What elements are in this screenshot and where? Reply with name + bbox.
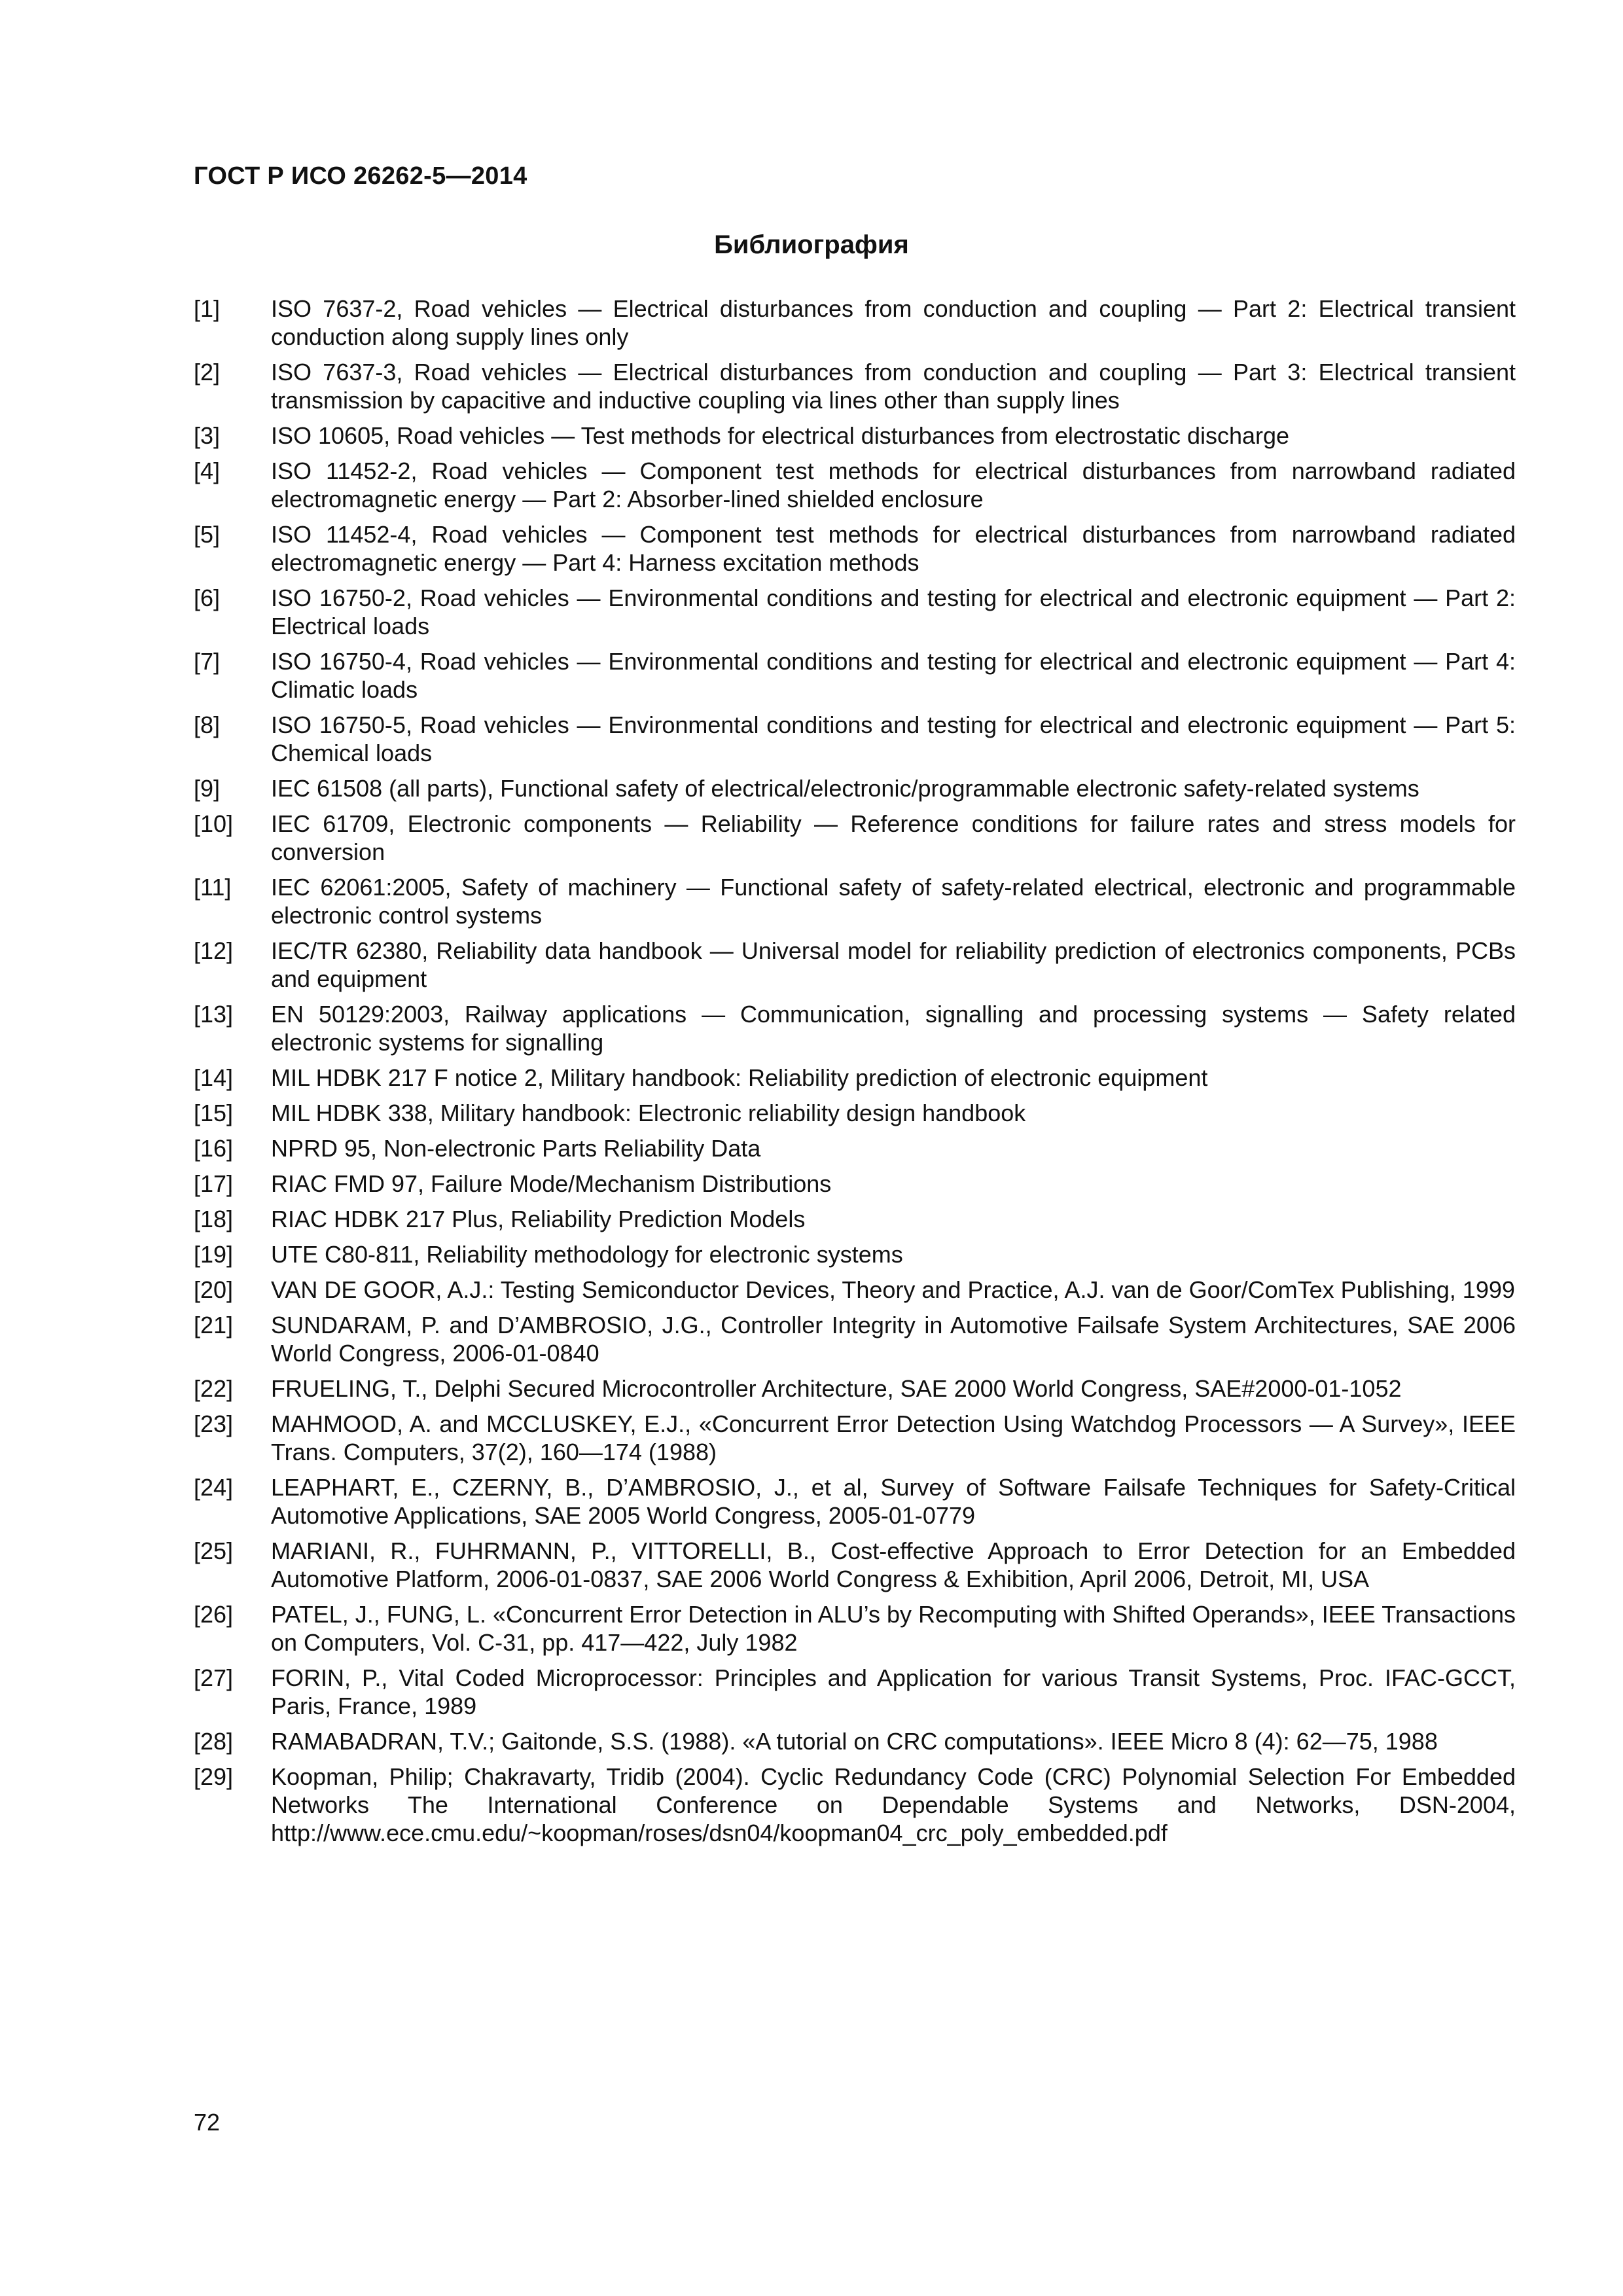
- reference-number: [18]: [194, 1206, 234, 1232]
- reference-text: RIAC FMD 97, Failure Mode/Mechanism Distributions: [271, 1170, 832, 1197]
- reference-text: ISO 16750-5, Road vehicles — Environmental conditions and testing for electrical and electronic equipment — Part 5: Chemical loads: [271, 711, 1516, 766]
- reference-number: [19]: [194, 1241, 234, 1268]
- reference-text: UTE C80-811, Reliability methodology for electronic systems: [271, 1241, 903, 1268]
- reference-number: [7]: [194, 648, 221, 675]
- reference-item: [194, 295, 1516, 351]
- reference-number: [6]: [194, 584, 221, 611]
- reference-item: [194, 1099, 1516, 1127]
- reference-number: [23]: [194, 1410, 234, 1437]
- reference-item: [194, 711, 1516, 767]
- reference-text: NPRD 95, Non-electronic Parts Reliability Data: [271, 1135, 761, 1162]
- reference-item: [194, 937, 1516, 993]
- reference-item: [194, 1240, 1516, 1268]
- reference-item: [194, 1763, 1516, 1847]
- reference-text: FRUELING, T., Delphi Secured Microcontroller Architecture, SAE 2000 World Congress, SAE#2000-01-1052: [271, 1375, 1402, 1402]
- reference-number: [3]: [194, 422, 221, 449]
- reference-text: ISO 7637-3, Road vehicles — Electrical disturbances from conduction and coupling — Part 3: Electrical transient transmission by capacitive and inductive coupling via lines other than supply lines: [271, 359, 1516, 414]
- reference-text: ISO 10605, Road vehicles — Test methods for electrical disturbances from electrostatic discharge: [271, 422, 1290, 449]
- reference-item: [194, 457, 1516, 513]
- reference-text: MIL HDBK 217 F notice 2, Military handbook: Reliability prediction of electronic equipment: [271, 1064, 1208, 1091]
- reference-item: [194, 1664, 1516, 1720]
- reference-text: ISO 16750-2, Road vehicles — Environmental conditions and testing for electrical and electronic equipment — Part 2: Electrical loads: [271, 584, 1516, 639]
- reference-item: [194, 422, 1516, 450]
- reference-text: SUNDARAM, P. and D’AMBROSIO, J.G., Controller Integrity in Automotive Failsafe System Architectures, SAE 2006 World Congress, 2006-01-0840: [271, 1312, 1516, 1367]
- reference-number: [25]: [194, 1537, 234, 1564]
- reference-item: [194, 1276, 1516, 1304]
- reference-item: [194, 358, 1516, 414]
- reference-item: [194, 1600, 1516, 1657]
- reference-number: [5]: [194, 521, 221, 548]
- reference-number: [21]: [194, 1312, 234, 1338]
- reference-text: LEAPHART, E., CZERNY, B., D’AMBROSIO, J., et al, Survey of Software Failsafe Techniques for Safety-Critical Automotive Applications, SAE 2005 World Congress, 2005-01-0779: [271, 1474, 1516, 1529]
- reference-number: [20]: [194, 1276, 234, 1303]
- reference-text: FORIN, P., Vital Coded Microprocessor: Principles and Application for various Transit Systems, Proc. IFAC-GCCT, Paris, France, 1989: [271, 1664, 1516, 1719]
- reference-item: [194, 1727, 1516, 1755]
- reference-number: [8]: [194, 711, 221, 738]
- reference-number: [1]: [194, 295, 221, 322]
- reference-text: ISO 11452-2, Road vehicles — Component test methods for electrical disturbances from narrowband radiated electromagnetic energy — Part 2: Absorber-lined shielded enclosure: [271, 457, 1516, 512]
- reference-item: [194, 520, 1516, 577]
- reference-number: [27]: [194, 1664, 234, 1691]
- reference-number: [2]: [194, 359, 221, 386]
- reference-text: MAHMOOD, A. and MCCLUSKEY, E.J., «Concurrent Error Detection Using Watchdog Processors — A Survey», IEEE Trans. Computers, 37(2), 160—174 (1988): [271, 1410, 1516, 1465]
- reference-item: [194, 873, 1516, 929]
- document-header: ГОСТ Р ИСО 26262-5—2014: [194, 162, 527, 190]
- reference-item: [194, 1410, 1516, 1466]
- reference-list: [194, 295, 1516, 1854]
- reference-number: [14]: [194, 1064, 234, 1091]
- reference-text: MARIANI, R., FUHRMANN, P., VITTORELLI, B., Cost-effective Approach to Error Detection for an Embedded Automotive Platform, 2006-01-0837, SAE 2006 World Congress & Exhibition, April 2006, Detroit, MI, USA: [271, 1537, 1516, 1592]
- reference-text: ISO 16750-4, Road vehicles — Environmental conditions and testing for electrical and electronic equipment — Part 4: Climatic loads: [271, 648, 1516, 703]
- reference-item: [194, 1064, 1516, 1092]
- reference-number: [16]: [194, 1135, 234, 1162]
- reference-number: [12]: [194, 937, 234, 964]
- reference-text: ISO 11452-4, Road vehicles — Component test methods for electrical disturbances from narrowband radiated electromagnetic energy — Part 4: Harness excitation methods: [271, 521, 1516, 576]
- reference-item: [194, 774, 1516, 802]
- reference-number: [29]: [194, 1763, 234, 1790]
- reference-item: [194, 1311, 1516, 1367]
- reference-text: Koopman, Philip; Chakravarty, Tridib (2004). Cyclic Redundancy Code (CRC) Polynomial Selection For Embedded Networks The International Conference on Dependable Systems and Networks, DSN-2004, http://www.ece.cmu.edu/~koopman/roses/dsn04/koopman04_crc_poly_embedded.pdf: [271, 1763, 1516, 1846]
- reference-number: [10]: [194, 810, 234, 837]
- reference-item: [194, 1537, 1516, 1593]
- reference-number: [13]: [194, 1001, 234, 1028]
- reference-item: [194, 1473, 1516, 1530]
- reference-item: [194, 1205, 1516, 1233]
- reference-text: EN 50129:2003, Railway applications — Communication, signalling and processing systems — Safety related electronic systems for signalling: [271, 1001, 1516, 1056]
- reference-text: PATEL, J., FUNG, L. «Concurrent Error Detection in ALU’s by Recomputing with Shifted Operands», IEEE Transactions on Computers, Vol. C-31, pp. 417—422, July 1982: [271, 1601, 1516, 1656]
- reference-number: [24]: [194, 1474, 234, 1501]
- reference-text: VAN DE GOOR, A.J.: Testing Semiconductor Devices, Theory and Practice, A.J. van de Goor/ComTex Publishing, 1999: [271, 1276, 1515, 1303]
- reference-text: IEC 61709, Electronic components — Reliability — Reference conditions for failure rates and stress models for conversion: [271, 810, 1516, 865]
- reference-item: [194, 584, 1516, 640]
- reference-number: [9]: [194, 775, 221, 802]
- reference-item: [194, 1000, 1516, 1056]
- reference-number: [22]: [194, 1375, 234, 1402]
- reference-item: [194, 810, 1516, 866]
- reference-item: [194, 1170, 1516, 1198]
- reference-text: IEC 62061:2005, Safety of machinery — Functional safety of safety-related electrical, electronic and programmable electronic control systems: [271, 874, 1516, 929]
- reference-number: [28]: [194, 1728, 234, 1755]
- reference-text: MIL HDBK 338, Military handbook: Electronic reliability design handbook: [271, 1100, 1026, 1126]
- reference-number: [4]: [194, 457, 221, 484]
- reference-text: ISO 7637-2, Road vehicles — Electrical disturbances from conduction and coupling — Part 2: Electrical transient conduction along supply lines only: [271, 295, 1516, 350]
- page-number: 72: [194, 2109, 221, 2136]
- reference-text: RAMABADRAN, T.V.; Gaitonde, S.S. (1988). «A tutorial on CRC computations». IEEE Micro 8 (4): 62—75, 1988: [271, 1728, 1438, 1755]
- reference-item: [194, 1374, 1516, 1403]
- reference-text: IEC/TR 62380, Reliability data handbook — Universal model for reliability prediction of electronics components, PCBs and equipment: [271, 937, 1516, 992]
- bibliography-title: Библиография: [714, 230, 909, 259]
- reference-number: [15]: [194, 1100, 234, 1126]
- reference-item: [194, 647, 1516, 704]
- reference-number: [11]: [194, 874, 232, 901]
- reference-number: [26]: [194, 1601, 234, 1628]
- reference-item: [194, 1134, 1516, 1162]
- reference-text: IEC 61508 (all parts), Functional safety of electrical/electronic/programmable electronic safety-related systems: [271, 775, 1419, 802]
- reference-text: RIAC HDBK 217 Plus, Reliability Prediction Models: [271, 1206, 806, 1232]
- reference-number: [17]: [194, 1170, 234, 1197]
